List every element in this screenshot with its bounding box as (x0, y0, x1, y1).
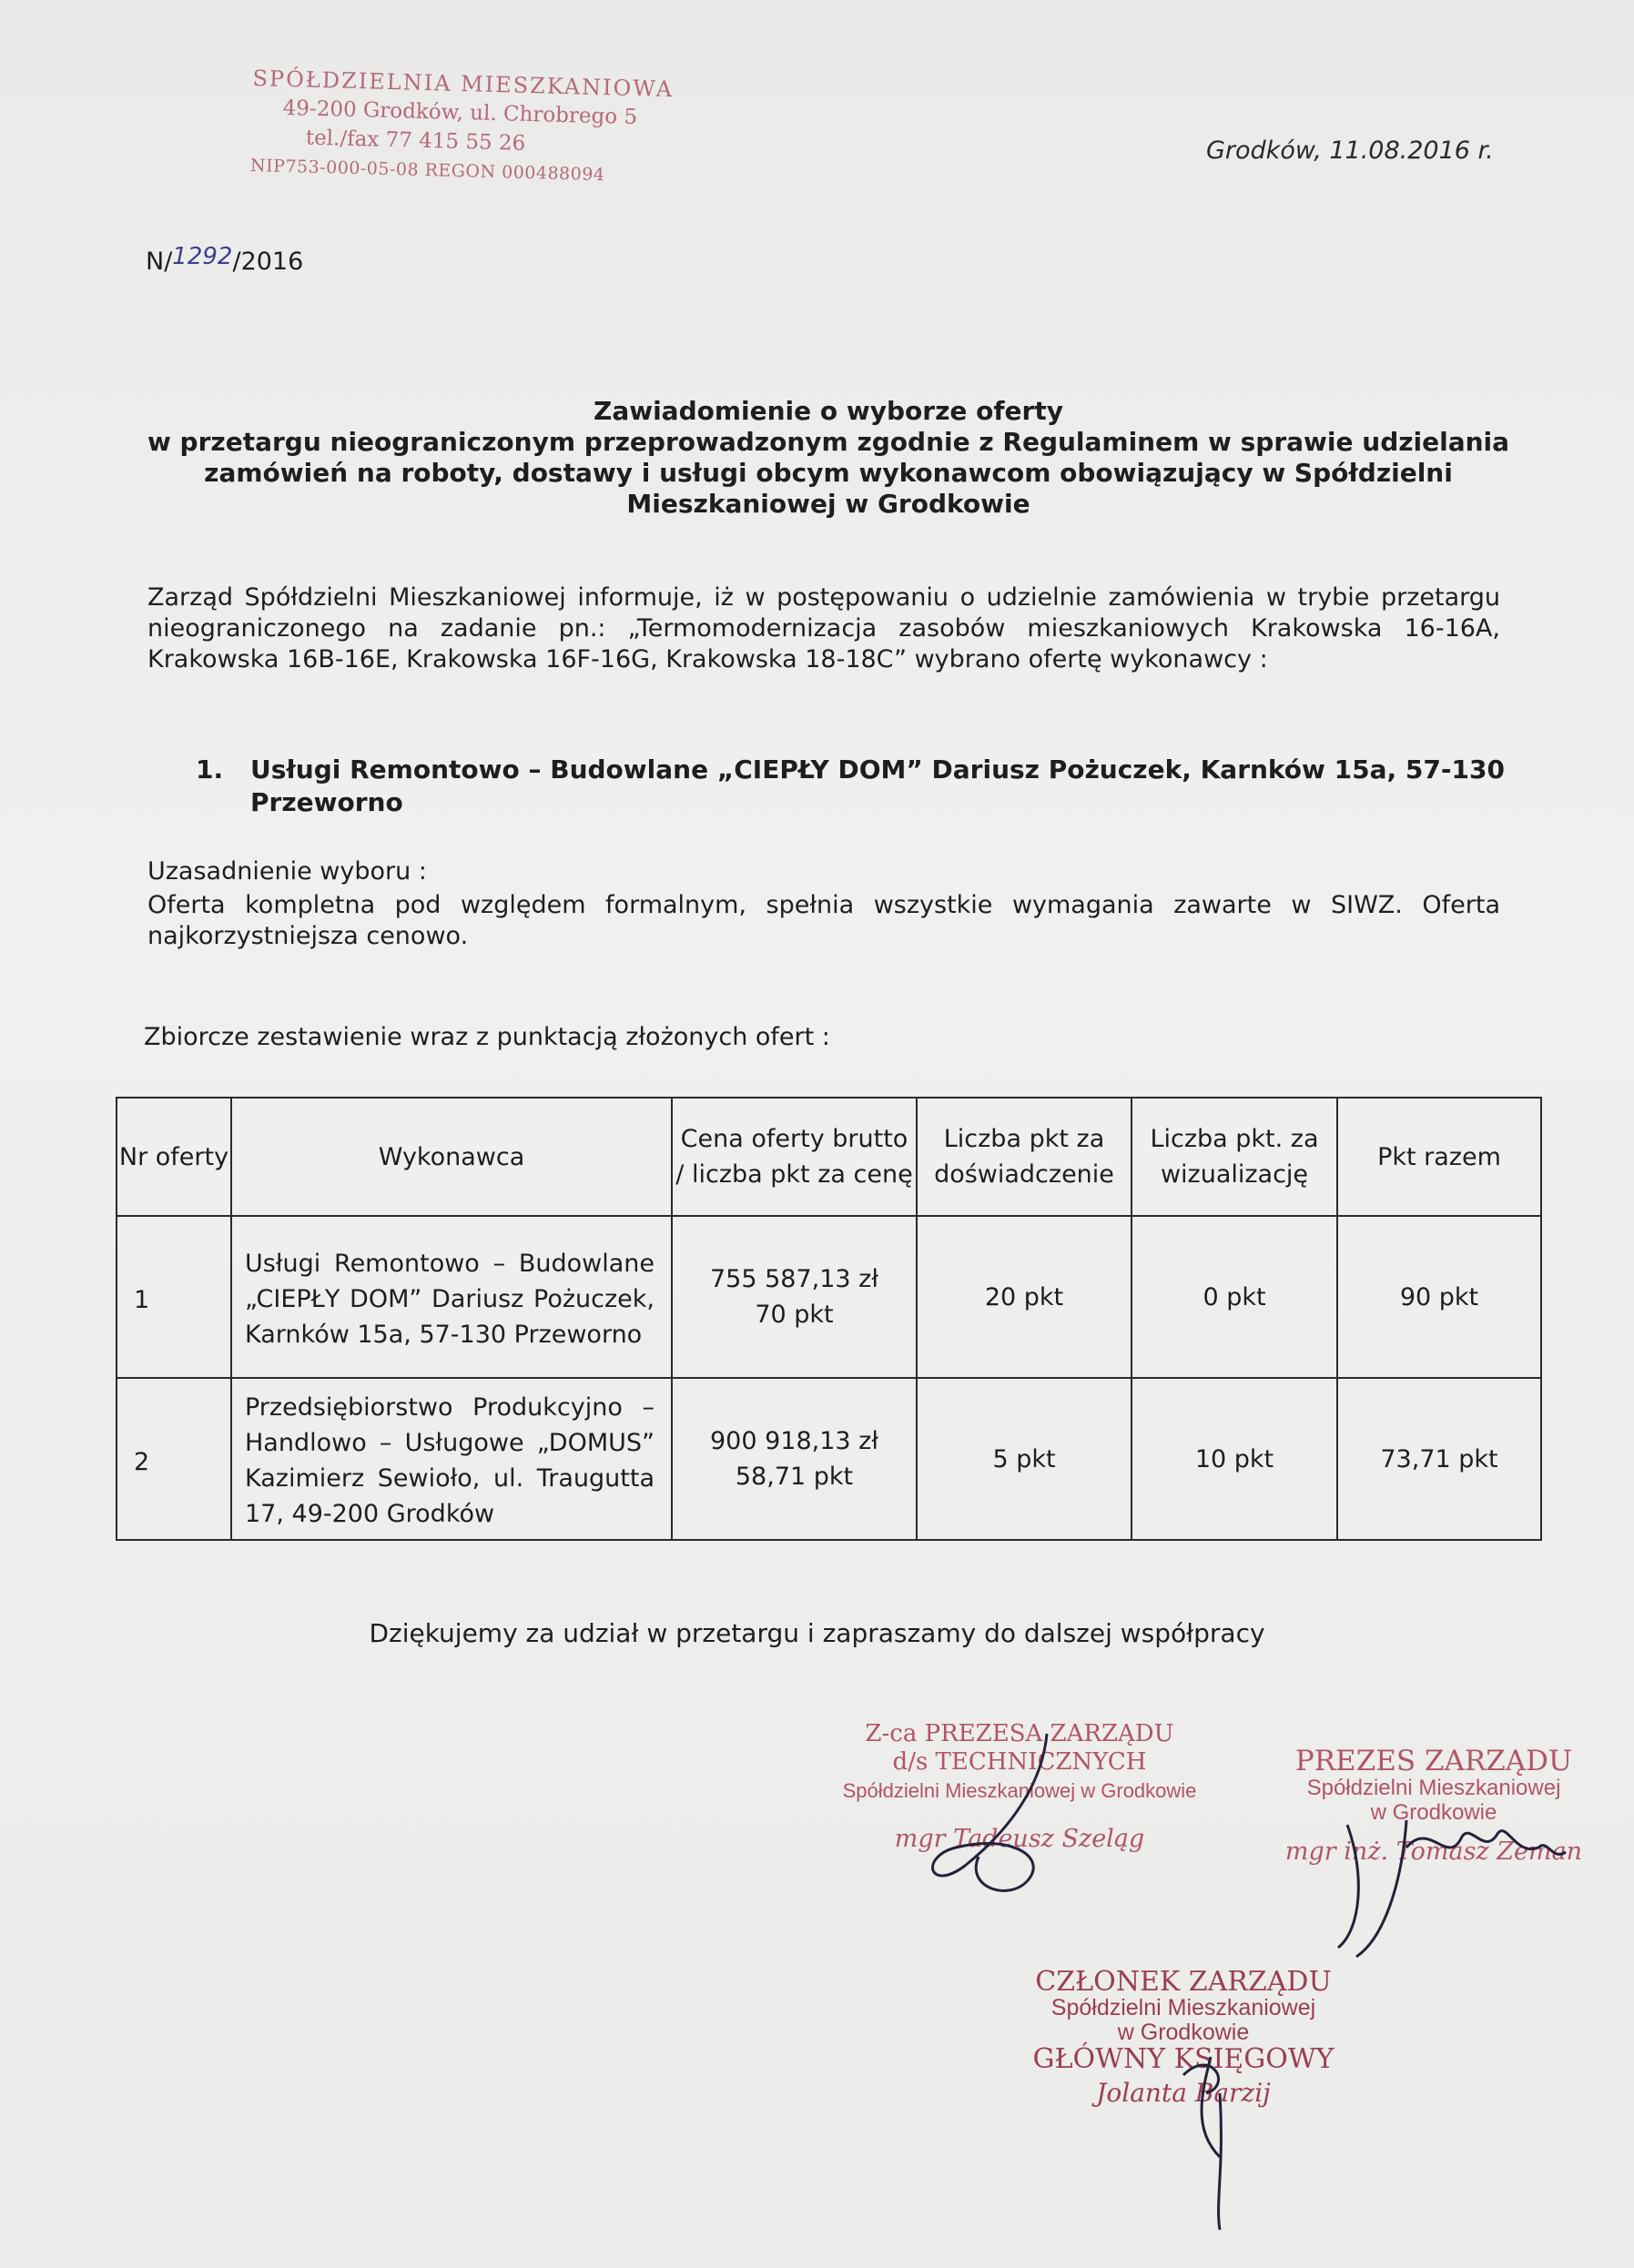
president-title: PREZES ZARZĄDU (1294, 1745, 1573, 1777)
table-row (117, 1378, 1541, 1540)
member-title2: GŁÓWNY KSIĘGOWY (1032, 2043, 1335, 2075)
justification-label: Uzasadnienie wyboru : (147, 857, 427, 886)
document-title (127, 396, 1529, 520)
reference-prefix: N/ (146, 248, 173, 276)
reference-suffix: /2016 (232, 248, 304, 276)
reference-number (146, 243, 304, 276)
board-member-stamp (983, 1968, 1384, 2107)
cell-visualization: 10 pkt (1132, 1378, 1337, 1540)
cell-nr: 2 (117, 1378, 231, 1540)
price-value: 755 587,13 zł (709, 1265, 879, 1293)
deputy-name: mgr Tadeusz Szeląg (894, 1825, 1145, 1853)
selected-offer-text: Usługi Remontowo – Budowlane „CIEPŁY DOM” Dariusz Pożuczek, Karnków 15a, 57-130 Przeworno (250, 754, 1505, 817)
president-stamp (1243, 1747, 1625, 1866)
president-org: Spółdzielni Mieszkaniowej (1306, 1776, 1561, 1800)
justification-text: Oferta kompletna pod względem formalnym, spełnia wszystkie wymagania zawarte w SIWZ. Oferta najkorzystniejsza cenowo. (147, 891, 1500, 950)
summary-label: Zbiorcze zestawienie wraz z punktacją złożonych ofert : (144, 1023, 830, 1051)
header-price: Cena oferty brutto / liczba pkt za cenę (672, 1098, 917, 1216)
cell-total: 90 pkt (1337, 1216, 1541, 1378)
cell-total: 73,71 pkt (1337, 1378, 1541, 1540)
stamp-line-address: 49-200 Grodków, ul. Chrobrego 5 (282, 96, 638, 130)
member-org: Spółdzielni Mieszkaniowej (1050, 1995, 1316, 2020)
selected-offer-number: 1. (196, 754, 224, 785)
president-org-city: w Grodkowie (1370, 1800, 1497, 1825)
header-visualization: Liczba pkt. za wizualizację (1132, 1098, 1337, 1216)
price-value: 900 918,13 zł (709, 1427, 879, 1455)
price-points: 70 pkt (755, 1301, 834, 1329)
table-header-row (117, 1098, 1541, 1216)
cell-price (672, 1378, 917, 1540)
member-title: CZŁONEK ZARZĄDU (1035, 1966, 1332, 1998)
deputy-org: Spółdzielni Mieszkaniowej w Grodkowie (842, 1779, 1197, 1802)
cell-visualization: 0 pkt (1132, 1216, 1337, 1378)
title-line: Mieszkaniowej w Grodkowie (626, 489, 1030, 519)
thanks-line: Dziękujemy za udział w przetargu i zapraszamy do dalszej współpracy (369, 1618, 1265, 1648)
deputy-title: Z-ca PREZESA ZARZĄDU (865, 1720, 1174, 1747)
cell-experience: 20 pkt (917, 1216, 1132, 1378)
title-line: zamówień na roboty, dostawy i usługi obcym wykonawcom obowiązujący w Spółdzielni (204, 458, 1453, 488)
stamp-line-ids: NIP753-000-05-08 REGON 000488094 (249, 155, 605, 186)
document-date: Grodków, 11.08.2016 r. (1206, 137, 1494, 165)
president-name: mgr inż. Tomasz Zeman (1284, 1838, 1583, 1866)
reference-handwritten: 1292 (172, 243, 233, 270)
header-experience: Liczba pkt za doświadczenie (917, 1098, 1132, 1216)
member-org-city: w Grodkowie (1117, 2020, 1250, 2045)
title-line: w przetargu nieograniczonym przeprowadzonym zgodnie z Regulaminem w sprawie udzielania (147, 427, 1510, 457)
intro-paragraph: Zarząd Spółdzielni Mieszkaniowej informuje, iż w postępowaniu o udzielnie zamówienia w trybie przetargu nieograniczonego na zadanie pn.: „Termomodernizacja zasobów mieszkaniowych Krakowska 16-16A, Krakowska 16B-16E, Krakowska 16F-16G, Krakowska 18-18C” wybrano ofertę wykonawcy : (147, 583, 1500, 673)
header-total: Pkt razem (1337, 1098, 1541, 1216)
offers-table (116, 1097, 1542, 1541)
selected-offer (196, 754, 1507, 819)
title-line: Zawiadomienie o wyborze oferty (594, 396, 1063, 426)
stamp-line-phone: tel./fax 77 415 55 26 (305, 126, 526, 156)
price-points: 58,71 pkt (735, 1463, 854, 1491)
header-nr: Nr oferty (117, 1098, 231, 1216)
deputy-subtitle: d/s TECHNICZNYCH (892, 1748, 1147, 1776)
cell-nr: 1 (117, 1216, 231, 1378)
cell-experience: 5 pkt (917, 1378, 1132, 1540)
cell-price (672, 1216, 917, 1378)
cooperative-stamp (249, 64, 675, 190)
deputy-president-stamp (783, 1720, 1256, 1853)
stamp-line-name: SPÓŁDZIELNIA MIESZKANIOWA (252, 65, 675, 103)
member-name: Jolanta Barzij (1096, 2078, 1271, 2108)
cell-contractor: Usługi Remontowo – Budowlane „CIEPŁY DOM” Dariusz Pożuczek, Karnków 15a, 57-130 Przeworno (231, 1216, 672, 1378)
header-contractor: Wykonawca (231, 1098, 672, 1216)
cell-contractor: Przedsiębiorstwo Produkcyjno – Handlowo – Usługowe „DOMUS” Kazimierz Sewioło, ul. Traugutta 17, 49-200 Grodków (231, 1378, 672, 1540)
table-row (117, 1216, 1541, 1378)
